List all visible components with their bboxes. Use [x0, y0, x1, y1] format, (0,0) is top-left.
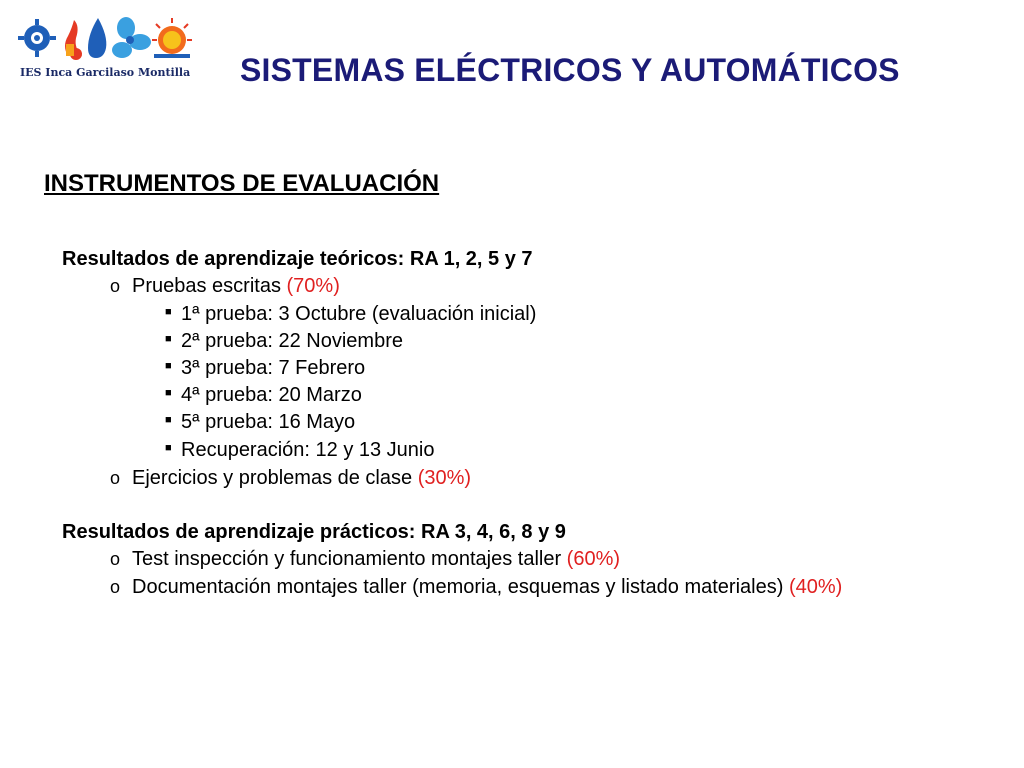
list-item [165, 356, 365, 381]
list-item [165, 410, 355, 435]
circle-bullet-icon: o [110, 577, 121, 597]
circle-bullet-icon: o [110, 276, 121, 296]
item-text: Recuperación: 12 y 13 Junio [181, 439, 435, 461]
circle-bullet-icon: o [110, 468, 121, 488]
item-text: Test inspección y funcionamiento montajes taller [132, 548, 567, 570]
item-text: 4ª prueba: 20 Marzo [181, 384, 362, 406]
list-item [110, 547, 620, 571]
square-bullet-icon: ■ [165, 305, 172, 318]
square-bullet-icon: ■ [165, 332, 172, 345]
list-item [165, 329, 403, 354]
item-text: Documentación montajes taller (memoria, esquemas y listado materiales) [132, 576, 789, 598]
item-text: Ejercicios y problemas de clase [132, 467, 418, 489]
item-text: 1ª prueba: 3 Octubre (evaluación inicial) [181, 303, 537, 325]
list-item [110, 575, 842, 599]
item-text: 3ª prueba: 7 Febrero [181, 357, 366, 379]
practice-heading: Resultados de aprendizaje prácticos: RA 3, 4, 6, 8 y 9 [62, 521, 566, 543]
circle-bullet-icon: o [110, 549, 121, 569]
item-percent: (30%) [417, 467, 472, 489]
square-bullet-icon: ■ [165, 359, 172, 372]
item-percent: (60%) [566, 548, 621, 570]
logo-text: IES Inca Garcilaso Montilla [20, 66, 191, 79]
square-bullet-icon: ■ [165, 413, 172, 426]
page-title: SISTEMAS ELÉCTRICOS Y AUTOMÁTICOS [240, 52, 900, 88]
square-bullet-icon: ■ [165, 441, 172, 454]
list-item [165, 383, 362, 408]
list-item [165, 302, 536, 327]
item-text: Pruebas escritas [132, 275, 287, 297]
list-item [110, 274, 340, 298]
item-percent: (70%) [286, 275, 340, 297]
item-text: 2ª prueba: 22 Noviembre [181, 330, 403, 352]
section-title: INSTRUMENTOS DE EVALUACIÓN [44, 170, 440, 197]
list-item [165, 438, 435, 463]
theory-heading: Resultados de aprendizaje teóricos: RA 1, 2, 5 y 7 [62, 248, 533, 270]
square-bullet-icon: ■ [165, 386, 172, 399]
item-text: 5ª prueba: 16 Mayo [181, 411, 356, 433]
list-item [110, 466, 471, 490]
item-percent: (40%) [788, 576, 843, 598]
